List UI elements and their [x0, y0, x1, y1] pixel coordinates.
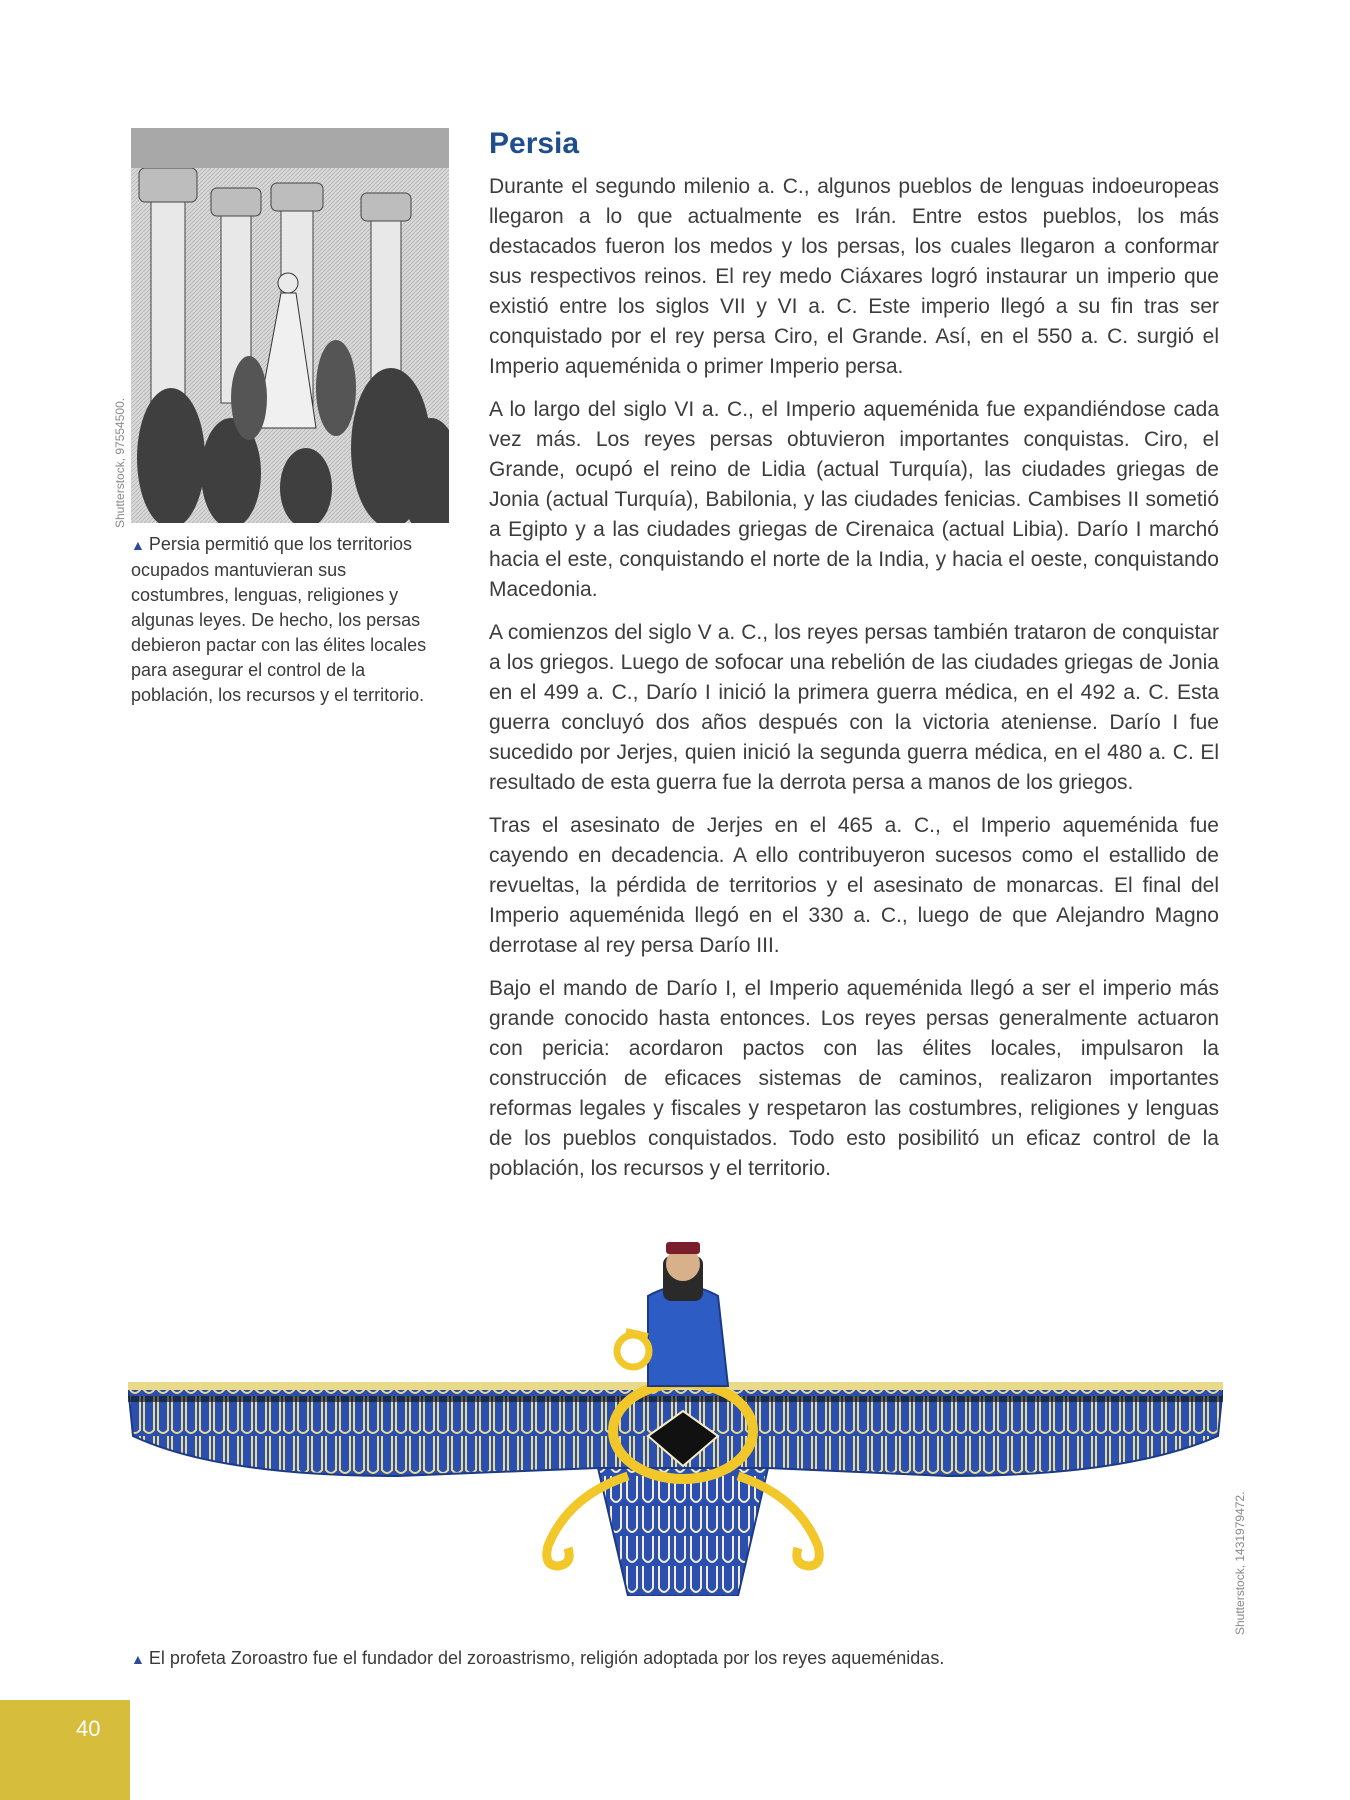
paragraph-2: A lo largo del siglo VI a. C., el Imperio aqueménida fue expandiéndose cada vez más. Los reyes persas obtuvieron importantes conquistas. Ciro, el Grande, ocupó el reino de Lidia (actual Turquía), las ciudades griegas de Jonia (actual Turquía), Babilonia, y las ciudades fenicias. Cambises II sometió a Egipto y a las ciudades griegas de Cirenaica (actual Libia). Darío I marchó hacia el este, conquistando el norte de la India, y hacia el oeste, conquistando Macedonia. — [489, 398, 1219, 601]
page-number: 40 — [76, 1716, 101, 1741]
paragraph-1: Durante el segundo milenio a. C., algunos pueblos de lenguas indoeuropeas llegaron a lo que actualmente es Irán. Entre estos pueblos, los más destacados fueron los medos y los persas, los cuales llegaron a conformar sus respectivos reinos. El rey medo Ciáxares logró instaurar un imperio que existió entre los siglos VII y VI a. C. Este imperio llegó a su fin tras ser conquistado por el rey persa Ciro, el Grande. Así, en el 550 a. C. surgió el Imperio aqueménida o primer Imperio persa. — [489, 175, 1219, 378]
engraving-caption — [131, 532, 449, 708]
paragraph-5: Bajo el mando de Darío I, el Imperio aqueménida llegó a ser el imperio más grande conocido hasta entonces. Los reyes persas generalmente actuaron con pericia: acordaron pactos con las élites locales, impulsaron la construcción de eficaces sistemas de caminos, realizaron importantes reformas legales y fiscales y respetaron las costumbres, religiones y lenguas de los pueblos conquistados. Todo esto posibilitó un eficaz control de la población, los recursos y el territorio. — [489, 977, 1219, 1180]
photo-credit-top: Shutterstock, 97554500. — [113, 397, 127, 528]
section-title: Persia — [489, 127, 580, 160]
faravahar-caption — [131, 1646, 1131, 1672]
caption-marker-icon: ▲ — [131, 537, 145, 553]
faravahar-illustration — [128, 1236, 1223, 1596]
paragraph-3: A comienzos del siglo V a. C., los reyes persas también trataron de conquistar a los griegos. Luego de sofocar una rebelión de las ciudades griegas de Jonia en el 499 a. C., Darío I inició la primera guerra médica, en el 492 a. C. Esta guerra concluyó dos años después con la victoria ateniense. Darío I fue sucedido por Jerjes, quien inició la segunda guerra médica, en el 480 a. C. El resultado de esta guerra fue la derrota persa a manos de los griegos. — [489, 621, 1219, 794]
photo-credit-bottom: Shutterstock, 1431979472. — [1233, 1491, 1247, 1635]
engraving-caption-text: Persia permitió que los territorios ocupados mantuvieran sus costumbres, lenguas, religiones y algunas leyes. De hecho, los persas debieron pactar con las élites locales para asegurar el control de la población, los recursos y el territorio. — [131, 534, 427, 705]
faravahar-caption-text: El profeta Zoroastro fue el fundador del zoroastrismo, religión adoptada por los reyes aqueménidas. — [148, 1648, 945, 1668]
article — [489, 126, 1219, 1197]
persian-court-engraving — [131, 128, 449, 523]
caption-marker-icon: ▲ — [131, 1651, 145, 1667]
paragraph-4: Tras el asesinato de Jerjes en el 465 a. C., el Imperio aqueménida fue cayendo en decadencia. A ello contribuyeron sucesos como el estallido de revueltas, la pérdida de territorios y el asesinato de monarcas. El final del Imperio aqueménida llegó en el 330 a. C., luego de que Alejandro Magno derrotase al rey persa Darío III. — [489, 814, 1219, 957]
page-number-block — [0, 1700, 130, 1800]
